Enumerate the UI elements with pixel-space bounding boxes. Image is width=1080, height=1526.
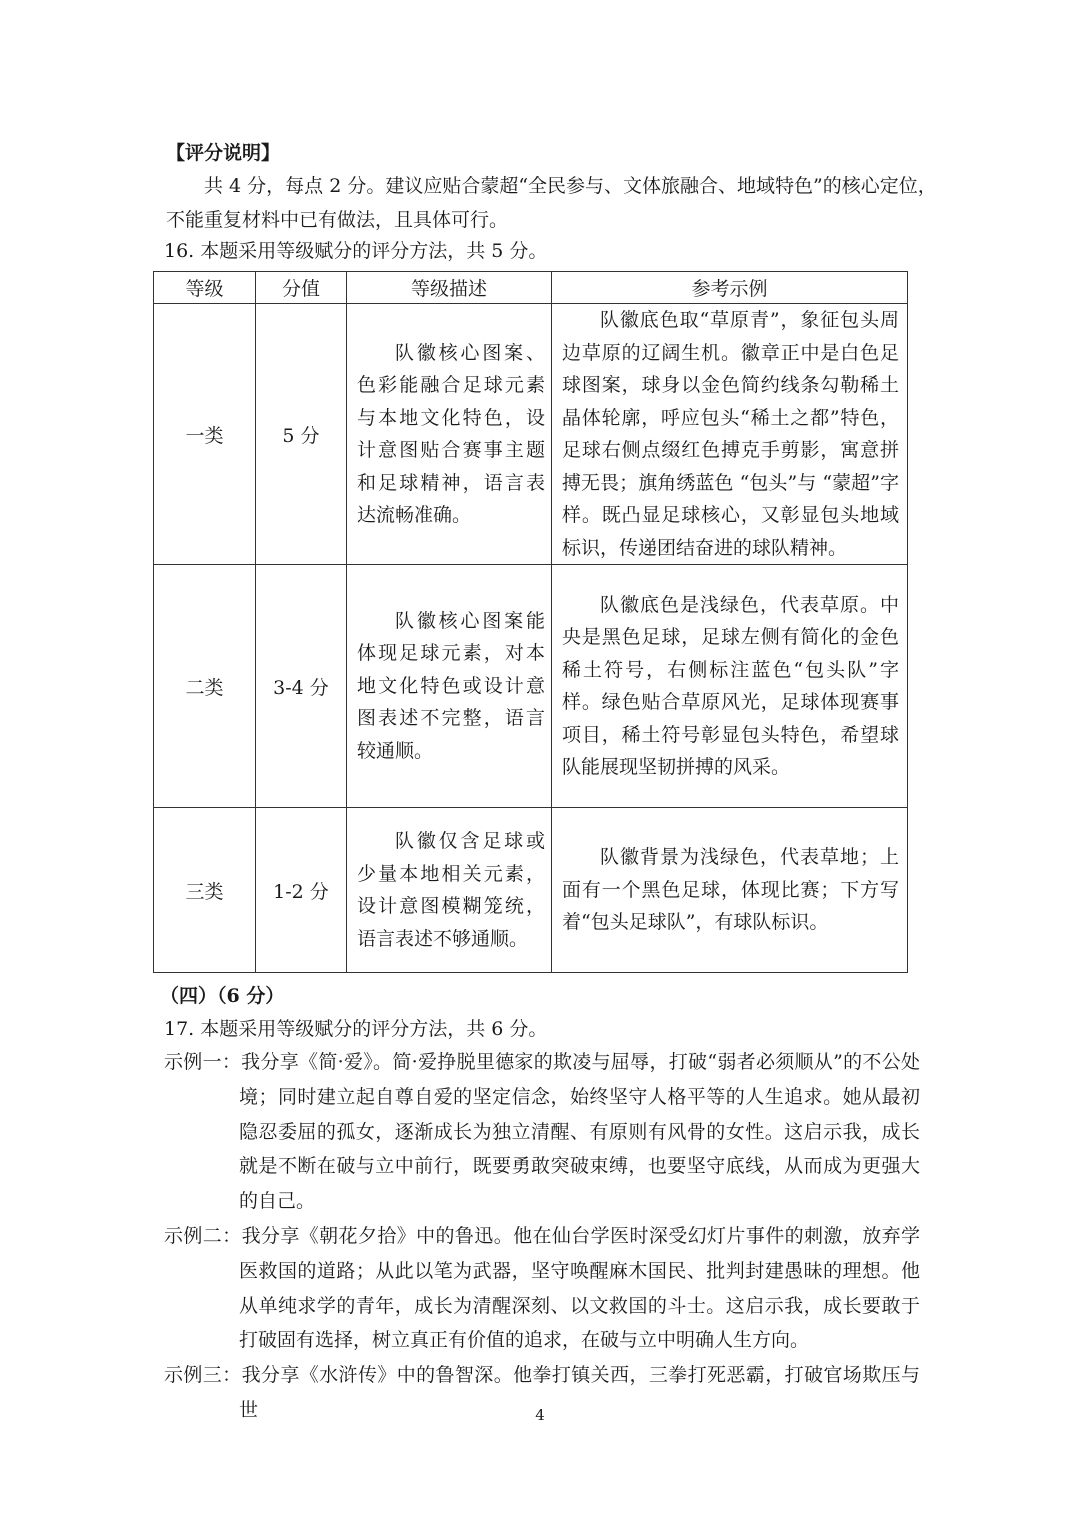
row-description [347, 808, 552, 973]
header-example: 参考示例 [552, 272, 908, 304]
table-row [154, 565, 908, 808]
row-score: 1-2 分 [256, 808, 347, 973]
scoring-note-line-2: 不能重复材料中已有做法，且具体可行。 [166, 209, 509, 231]
row-grade: 三类 [154, 808, 256, 973]
row-example [552, 808, 908, 973]
header-description: 等级描述 [347, 272, 552, 304]
row-grade: 二类 [154, 565, 256, 808]
section-4-heading: （四）（6 分） [160, 985, 285, 1007]
q17-example-2: 示例二：我分享《朝花夕拾》中的鲁迅。他在仙台学医时深受幻灯片事件的刺激，放弃学医救国的道路；从此以笔为武器，坚守唤醒麻木国民、批判封建愚昧的理想。他从单纯求学的青年，成长为清醒深刻、以文救国的斗士。这启示我，成长要敢于打破固有选择，树立真正有价值的追求，在破与立中明确人生方向。 [164, 1225, 920, 1352]
page-number: 4 [535, 1406, 545, 1424]
row-description [347, 565, 552, 808]
scoring-note-line-1: 共 4 分，每点 2 分。建议应贴合蒙超“全民参与、文体旅融合、地域特色”的核心定位， [204, 175, 937, 197]
scoring-note-heading: 【评分说明】 [166, 142, 281, 164]
header-score: 分值 [256, 272, 347, 304]
row-score: 5 分 [256, 304, 347, 565]
row-example [552, 565, 908, 808]
q16-intro: 16. 本题采用等级赋分的评分方法，共 5 分。 [164, 240, 548, 262]
row-score: 3-4 分 [256, 565, 347, 808]
table-row [154, 808, 908, 973]
grading-table [153, 271, 908, 973]
row-example-text: 队徽底色是浅绿色，代表草原。中央是黑色足球，足球左侧有简化的金色稀土符号，右侧标注蓝色“包头队”字样。绿色贴合草原风光，足球体现赛事项目，稀土符号彰显包头特色，希望球队能展现坚韧拼搏的风采。 [562, 593, 899, 778]
table-row [154, 304, 908, 565]
row-description [347, 304, 552, 565]
row-description-text: 队徽核心图案能体现足球元素，对本地文化特色或设计意图表述不完整，语言较通顺。 [357, 609, 545, 762]
row-example [552, 304, 908, 565]
header-grade: 等级 [154, 272, 256, 304]
q17-example-3: 示例三：我分享《水浒传》中的鲁智深。他拳打镇关西，三拳打死恶霸，打破官场欺压与世 [164, 1364, 920, 1421]
row-example-text: 队徽底色取“草原青”，象征包头周边草原的辽阔生机。徽章正中是白色足球图案，球身以金色简约线条勾勒稀土晶体轮廓，呼应包头“稀土之都”特色，足球右侧点缀红色搏克手剪影，寓意拼搏无畏；旗角绣蓝色 “包头”与 “蒙超”字样。既凸显足球核心，又彰显包头地域标识，传递团结奋进的球队精神。 [562, 309, 899, 559]
table-header-row [154, 272, 908, 304]
row-description-text: 队徽仅含足球或少量本地相关元素，设计意图模糊笼统，语言表述不够通顺。 [357, 830, 545, 950]
row-example-text: 队徽背景为浅绿色，代表草地；上面有一个黑色足球，体现比赛；下方写着“包头足球队”，有球队标识。 [562, 846, 899, 934]
q17-example-1: 示例一：我分享《简·爱》。简·爱挣脱里德家的欺凌与屈辱，打破“弱者必须顺从”的不公处境；同时建立起自尊自爱的坚定信念，始终坚守人格平等的人生追求。她从最初隐忍委屈的孤女，逐渐成长为独立清醒、有原则有风骨的女性。这启示我，成长就是不断在破与立中前行，既要勇敢突破束缚，也要坚守底线，从而成为更强大的自己。 [164, 1051, 920, 1213]
q17-intro: 17. 本题采用等级赋分的评分方法，共 6 分。 [164, 1018, 548, 1040]
row-grade: 一类 [154, 304, 256, 565]
row-description-text: 队徽核心图案、色彩能融合足球元素与本地文化特色，设计意图贴合赛事主题和足球精神，语言表达流畅准确。 [357, 341, 545, 526]
